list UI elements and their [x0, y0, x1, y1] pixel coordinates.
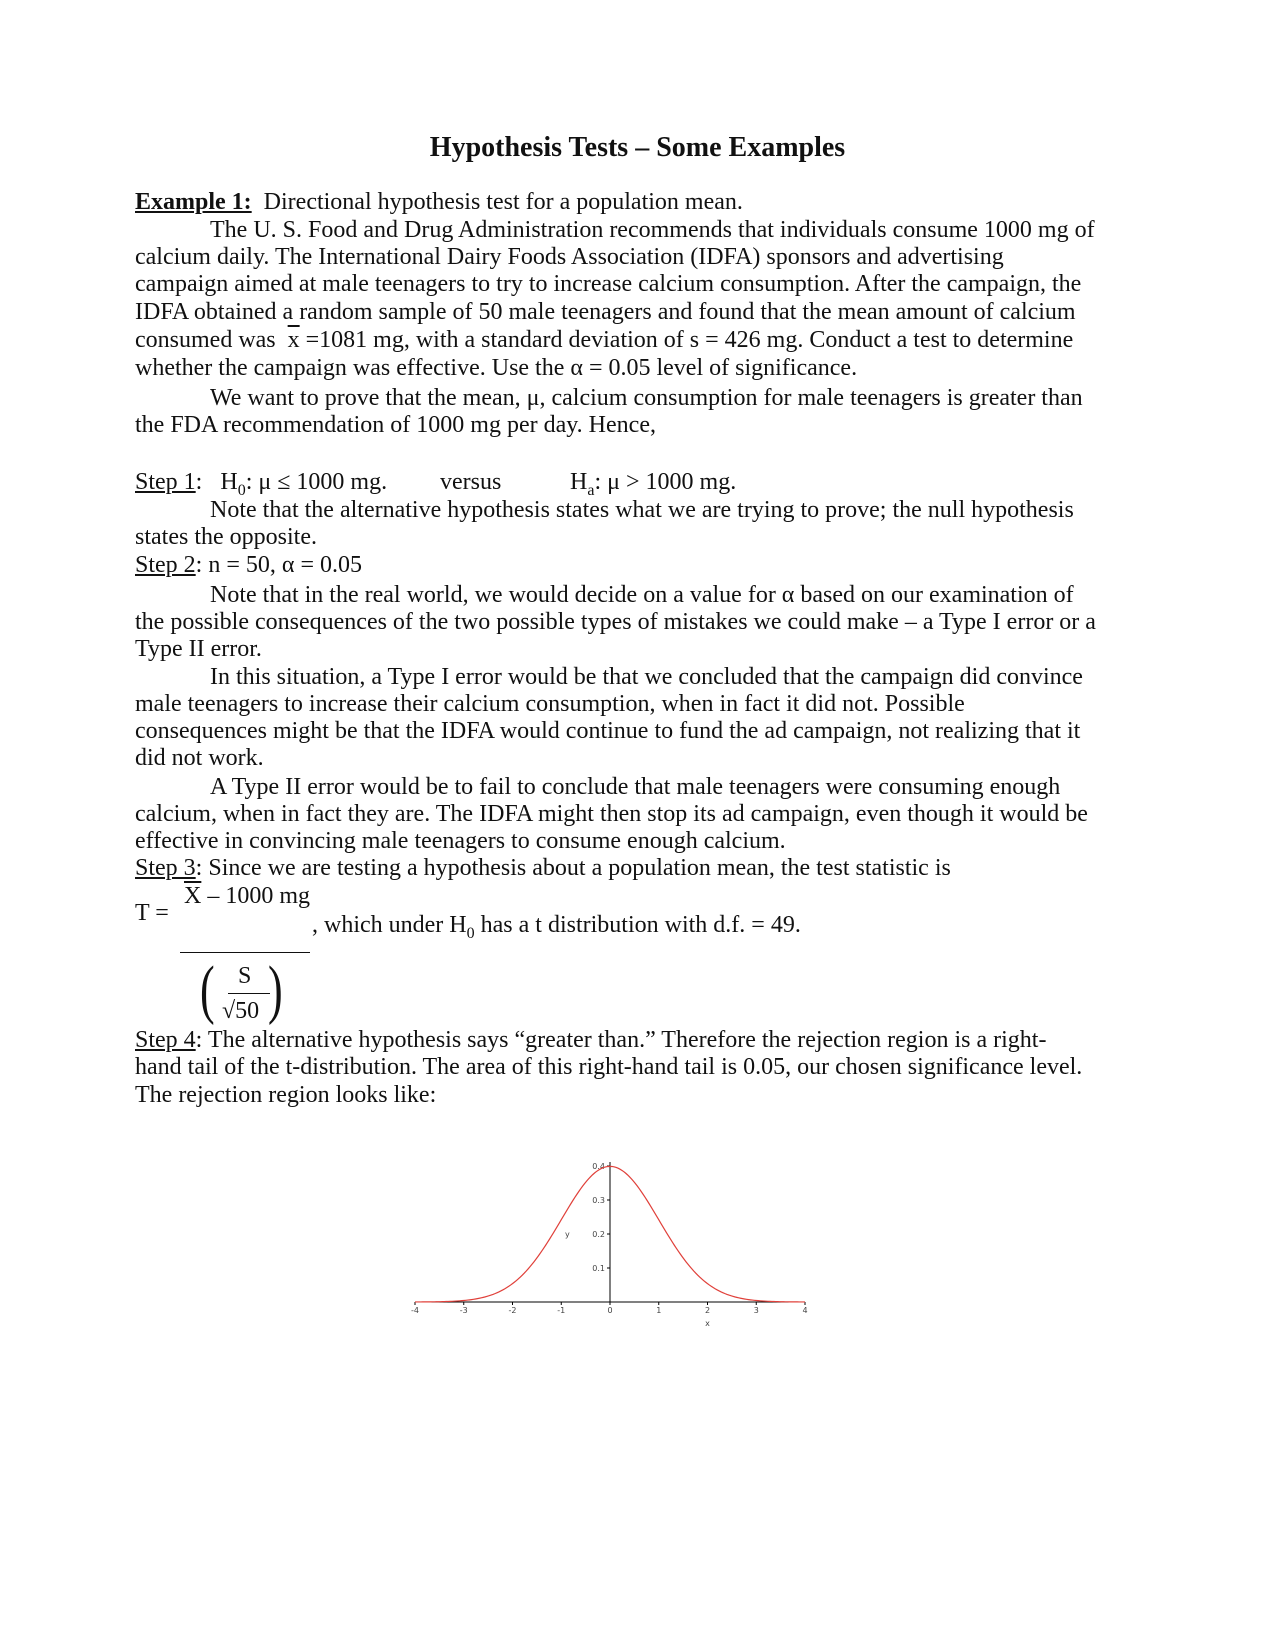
x-tick-label: -2 [508, 1306, 517, 1315]
paragraph-line: campaign aimed at male teenagers to try to increase calcium consumption. After the campaign, the [135, 271, 1082, 297]
paragraph-line: did not work. [135, 745, 264, 771]
paragraph-line: consequences might be that the IDFA would continue to fund the ad campaign, not realizing that it [135, 718, 1081, 744]
example-label: Example 1: [135, 189, 252, 215]
step-label: Step 2 [135, 552, 196, 578]
step1-line: Step 1: $H_0$: μ ≤ 1000 mg. [135, 469, 388, 499]
formula-lhs: T = [135, 900, 169, 926]
paragraph-line: Note that in the real world, we would decide on a value for α based on our examination of [210, 582, 1074, 608]
denominator-root: √50 [222, 998, 260, 1024]
step3-text: : Since we are testing a hypothesis about a population mean, the test statistic is [195, 855, 951, 881]
paragraph-line: A Type II error would be to fail to conclude that male teenagers were consuming enough [210, 774, 1061, 800]
step-label: Step 1 [135, 469, 196, 495]
paragraph-line: the possible consequences of the two possible types of mistakes we could make – a Type I error or a [135, 609, 1096, 635]
page-title: Hypothesis Tests – Some Examples [429, 132, 846, 163]
paragraph-line: Type II error. [135, 636, 262, 662]
step-label: Step 4 [135, 1027, 196, 1053]
t-distribution-chart [411, 1160, 835, 1350]
example-heading [135, 188, 743, 216]
paragraph-line: hand tail of the t-distribution. The area of this right-hand tail is 0.05, our chosen significance level. [135, 1054, 1083, 1080]
paragraph-line: calcium, when in fact they are. The IDFA might then stop its ad campaign, even though it would be [135, 801, 1088, 827]
alt-hypothesis: $H_a$: μ > 1000 mg. [570, 469, 737, 499]
y-tick-label: 0.4 [592, 1162, 605, 1171]
step2-values: : n = 50, α = 0.05 [195, 552, 362, 578]
denominator-s: S [238, 963, 252, 989]
example-description: Directional hypothesis test for a population mean. [263, 189, 743, 215]
paragraph-line: whether the campaign was effective. Use the α = 0.05 level of significance. [135, 355, 858, 381]
xbar-symbol: $\overline{x}$ [287, 327, 300, 353]
x-tick-label: 3 [753, 1306, 759, 1315]
x-tick-label: 0 [607, 1306, 613, 1315]
step4-line [135, 1026, 1046, 1054]
x-tick-label: -3 [459, 1306, 468, 1315]
paragraph-line: calcium daily. The International Dairy Foods Association (IDFA) sponsors and advertising [135, 244, 1004, 270]
versus-label: versus [440, 469, 502, 495]
paragraph-line: In this situation, a Type I error would be that we concluded that the campaign did convince [210, 664, 1083, 690]
inner-fraction-bar [228, 993, 270, 994]
text-segment: =1081 mg, with a standard deviation of s = 426 mg. Conduct a test to determine [305, 327, 1074, 353]
null-hypothesis: $H_0$: μ ≤ 1000 mg. [220, 469, 388, 499]
paragraph-line: We want to prove that the mean, μ, calcium consumption for male teenagers is greater than [210, 385, 1083, 411]
paragraph-line: Note that the alternative hypothesis states what we are trying to prove; the null hypothesis [210, 497, 1074, 523]
paragraph-line: IDFA obtained a random sample of 50 male teenagers and found that the mean amount of calcium [135, 299, 1076, 325]
numerator-text: – 1000 mg [201, 883, 311, 909]
paragraph-line: The rejection region looks like: [135, 1082, 437, 1108]
y-axis-label: y [565, 1230, 570, 1239]
right-paren: ) [268, 952, 283, 1026]
step4-text: : The alternative hypothesis says “greater than.” Therefore the rejection region is a right- [195, 1027, 1047, 1053]
text-segment: consumed was [135, 327, 276, 353]
paragraph-line [135, 326, 1073, 354]
paragraph-line: effective in convincing male teenagers to consume enough calcium. [135, 828, 786, 854]
left-paren: ( [200, 952, 215, 1026]
y-tick-label: 0.1 [592, 1264, 605, 1273]
formula-numerator [184, 883, 310, 910]
paragraph-line: states the opposite. [135, 524, 317, 550]
y-tick-label: 0.3 [592, 1196, 605, 1205]
formula-description: , which under $H_0$ has a t distribution with d.f. = 49. [312, 912, 801, 942]
x-tick-label: -1 [557, 1306, 566, 1315]
paragraph-line: The U. S. Food and Drug Administration recommends that individuals consume 1000 mg of [210, 217, 1095, 243]
paragraph-line: the FDA recommendation of 1000 mg per day. Hence, [135, 412, 656, 438]
y-tick-label: 0.2 [592, 1230, 605, 1239]
x-tick-label: 2 [704, 1306, 711, 1315]
x-axis-label: x [705, 1319, 710, 1328]
step3-line [135, 854, 951, 882]
step-label: Step 3 [135, 855, 196, 881]
paragraph-line: male teenagers to increase their calcium consumption, when in fact it did not. Possible [135, 691, 965, 717]
x-tick-label: -4 [411, 1306, 419, 1315]
x-tick-label: 4 [802, 1306, 808, 1315]
step2-line [135, 551, 362, 579]
x-tick-label: 1 [656, 1306, 662, 1315]
xbar-symbol: $\overline{X}$ [184, 883, 202, 909]
